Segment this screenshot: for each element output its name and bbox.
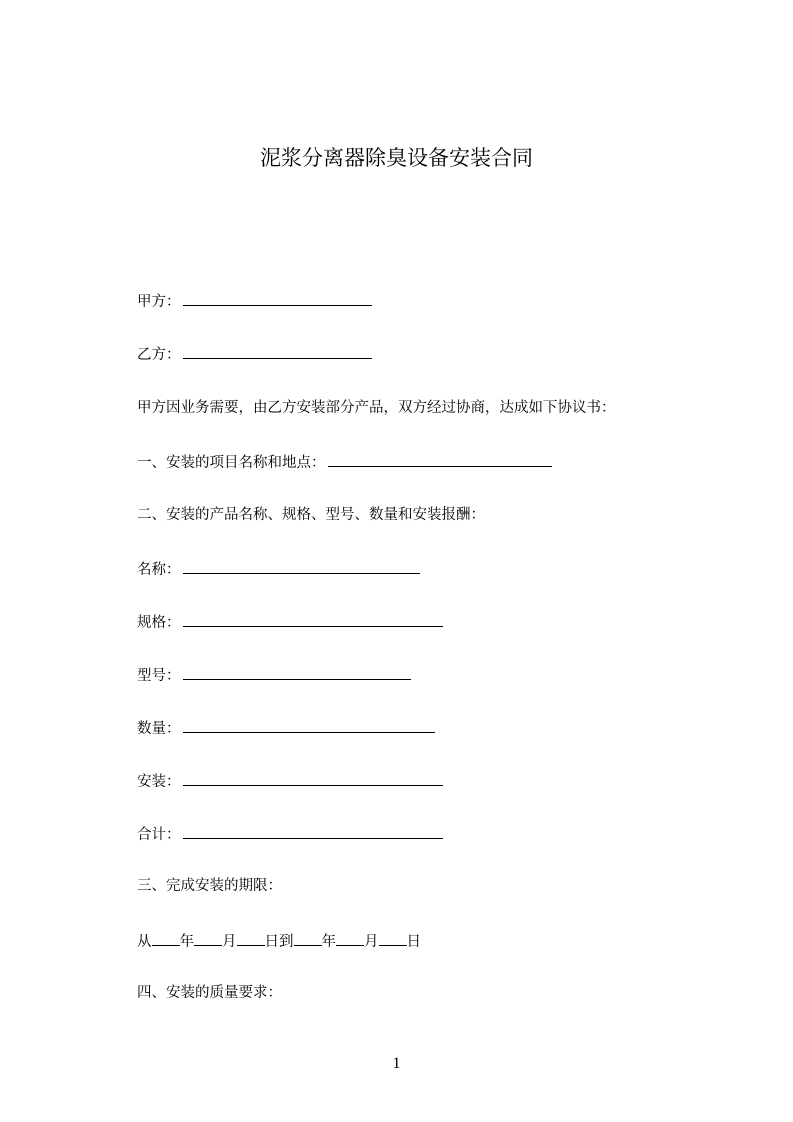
document-title: 泥浆分离器除臭设备安装合同 [260, 146, 533, 170]
model-line: 型号： [137, 664, 411, 686]
name-line: 名称： [137, 558, 420, 580]
date-line: 从 年 月 日到 年 月 日 [137, 930, 421, 952]
to-month-blank[interactable] [336, 930, 364, 946]
intro-text: 甲方因业务需要，由乙方安装部分产品，双方经过协商，达成如下协议书： [137, 400, 616, 416]
from-month-blank[interactable] [194, 930, 222, 946]
project-blank[interactable] [328, 451, 552, 467]
party-a-blank[interactable] [183, 290, 372, 306]
install-blank[interactable] [183, 770, 443, 786]
name-blank[interactable] [183, 558, 420, 574]
qty-blank[interactable] [183, 717, 435, 733]
to-day-blank[interactable] [379, 930, 407, 946]
install-line: 安装： [137, 770, 443, 792]
model-blank[interactable] [183, 664, 411, 680]
to-year-blank[interactable] [294, 930, 322, 946]
from-day-blank[interactable] [237, 930, 265, 946]
section-3: 三、完成安装的期限： [137, 878, 282, 894]
party-b-line: 乙方： [137, 343, 372, 365]
spec-blank[interactable] [183, 611, 443, 627]
from-year-blank[interactable] [152, 930, 180, 946]
party-b-blank[interactable] [183, 343, 372, 359]
section-2: 二、安装的产品名称、规格、型号、数量和安装报酬： [137, 507, 485, 523]
qty-line: 数量： [137, 717, 435, 739]
total-line: 合计： [137, 823, 443, 845]
spec-line: 规格： [137, 611, 443, 633]
section-4: 四、安装的质量要求： [137, 985, 282, 1001]
page-number: 1 [392, 1055, 401, 1072]
total-blank[interactable] [183, 823, 443, 839]
party-a-line: 甲方： [137, 290, 372, 312]
section-1: 一、安装的项目名称和地点： [137, 451, 552, 473]
